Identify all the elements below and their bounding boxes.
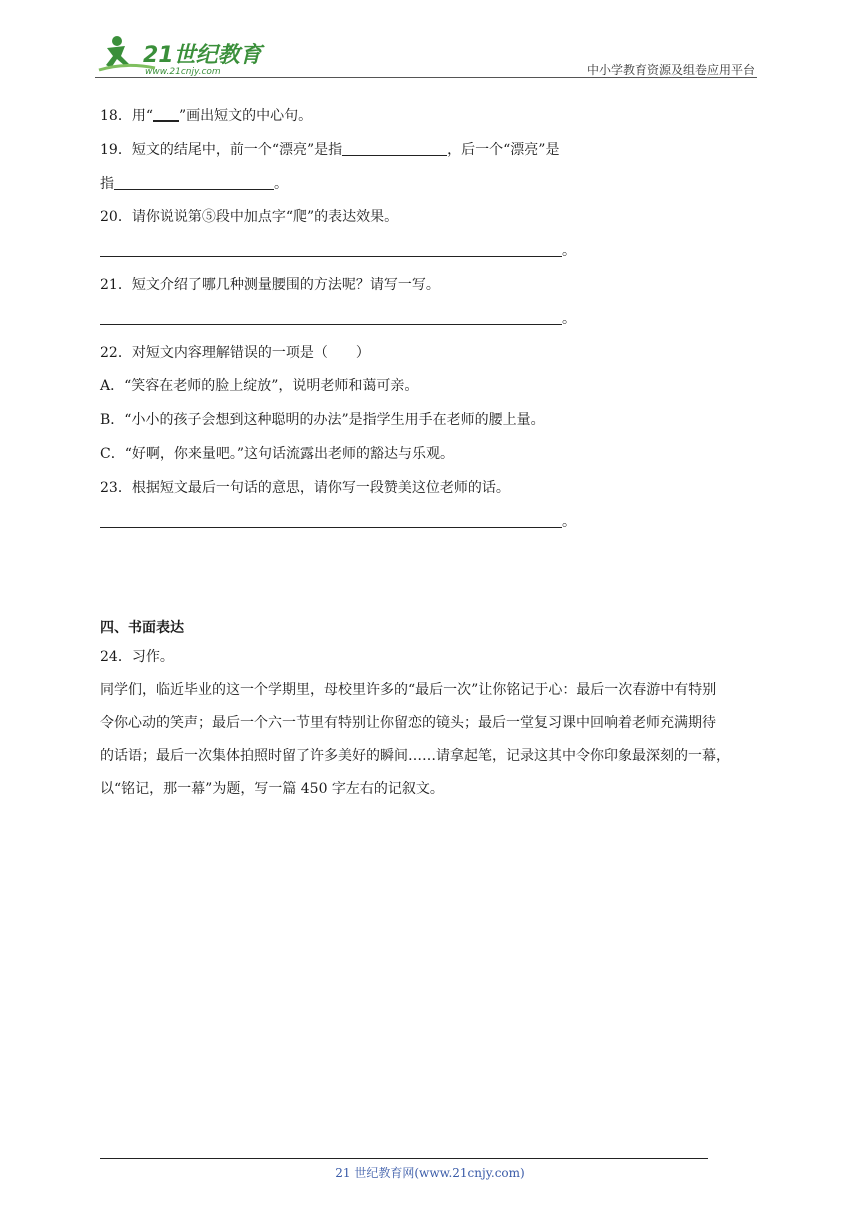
svg-text:21世纪教育: 21世纪教育 (143, 43, 262, 68)
prompt-line-3: 的话语；最后一次集体拍照时留了许多美好的瞬间……请拿起笔，记录这其中令你印象最深刻的一幕， (100, 748, 730, 764)
svg-text:www.21cnjy.com: www.21cnjy.com (145, 67, 221, 77)
prompt-line-2: 令你心动的笑声；最后一个六一节里有特别让你留恋的镜头；最后一堂复习课中回响着老师充满期待 (100, 715, 716, 731)
answer-blank[interactable] (100, 513, 562, 528)
page-header (95, 32, 757, 78)
underline-sample (153, 106, 179, 122)
answer-blank[interactable] (100, 242, 562, 257)
logo (95, 32, 265, 78)
question-22: 22．对短文内容理解错误的一项是（ ） (100, 345, 370, 361)
answer-line-21: 。 (100, 309, 576, 329)
question-20: 20．请你说说第⑤段中加点字“爬”的表达效果。 (100, 209, 399, 225)
question-24: 24．习作。 (100, 649, 174, 665)
question-19: 19．短文的结尾中，前一个“漂亮”是指 ，后一个“漂亮”是 (100, 142, 560, 158)
answer-blank[interactable] (114, 175, 274, 190)
question-21: 21．短文介绍了哪几种测量腰围的方法呢？请写一写。 (100, 277, 440, 293)
platform-title: 中小学教育资源及组卷应用平台 (586, 63, 755, 77)
runner-logo-icon (95, 32, 265, 78)
option-c: C．“好啊，你来量吧。”这句话流露出老师的豁达与乐观。 (100, 446, 455, 462)
footer-link[interactable]: 21 世纪教育网(www.21cnjy.com) (335, 1166, 525, 1180)
answer-blank[interactable] (100, 310, 562, 325)
answer-line-20: 。 (100, 241, 576, 261)
question-19-cont: 指 。 (100, 176, 288, 192)
answer-blank[interactable] (342, 141, 447, 156)
header-divider (95, 77, 757, 78)
prompt-line-4: 以“铭记，那一幕”为题，写一篇 450 字左右的记叙文。 (100, 781, 444, 797)
footer-divider (100, 1158, 708, 1159)
option-b: B．“小小的孩子会想到这种聪明的办法”是指学生用手在老师的腰上量。 (100, 412, 545, 428)
question-23: 23．根据短文最后一句话的意思，请你写一段赞美这位老师的话。 (100, 480, 510, 496)
prompt-line-1: 同学们，临近毕业的这一个学期里，母校里许多的“最后一次”让你铭记于心：最后一次春游中有特别 (100, 682, 717, 698)
section-title: 四、书面表达 (100, 620, 184, 636)
option-a: A．“笑容在老师的脸上绽放”，说明老师和蔼可亲。 (100, 378, 419, 394)
question-18: 18．用“ ”画出短文的中心句。 (100, 108, 313, 124)
answer-line-23: 。 (100, 512, 576, 532)
